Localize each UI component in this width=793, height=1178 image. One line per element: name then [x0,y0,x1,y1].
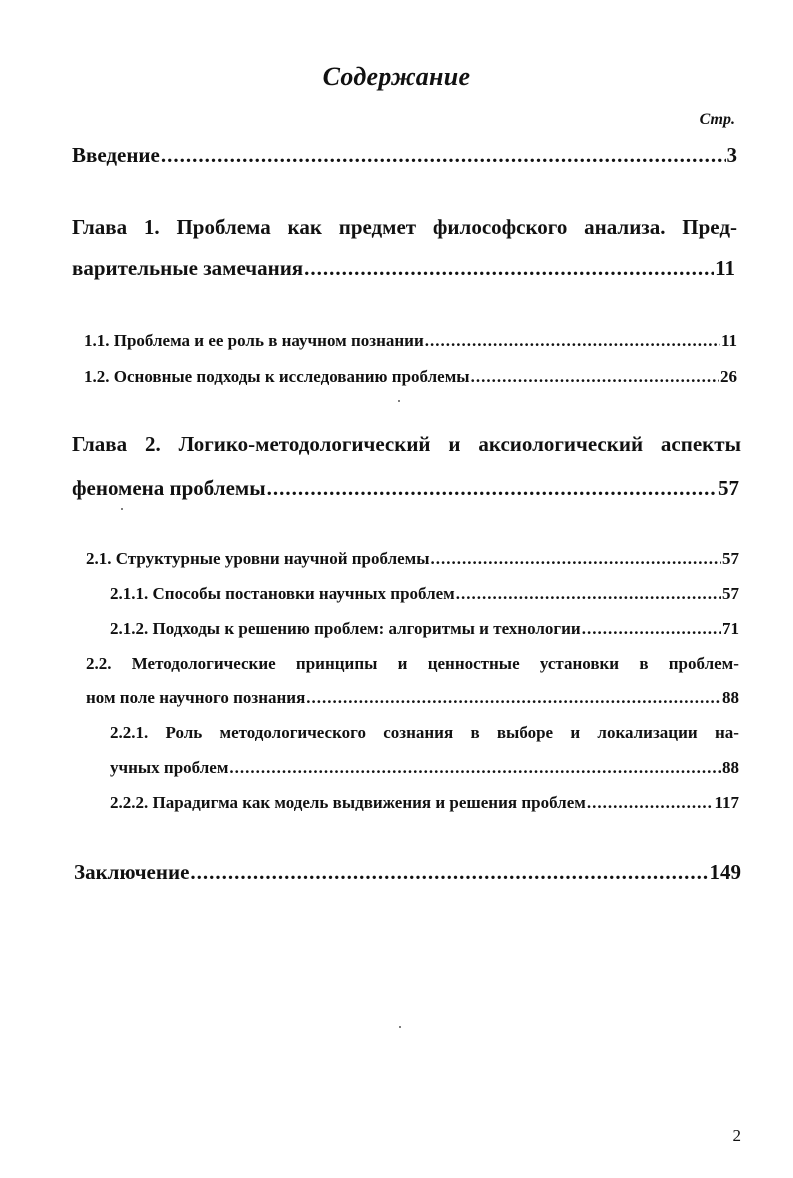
toc-entry-intro[interactable] [72,143,737,168]
toc-entry-text: феномена проблемы [72,476,266,500]
toc-section-1-2[interactable] [84,367,737,387]
dot-leader [306,688,721,708]
word: Проблема [176,215,271,239]
toc-chapter1-line1[interactable] [72,215,737,240]
toc-entry-page: 71 [722,619,739,638]
toc-entry-page: 3 [726,143,737,167]
toc-entry-text: 2.1.2. Подходы к решению проблем: алгоритмы и технологии [110,619,581,638]
word: 2.2.1. [110,723,149,742]
word: принципы [295,654,378,673]
toc-entry-page: 88 [722,758,739,777]
scan-speck [399,1026,401,1028]
dot-leader [425,331,720,351]
word: и [448,432,461,456]
dot-leader [456,584,721,604]
page-number: 2 [732,1126,741,1145]
word: Роль [165,723,203,742]
word: Глава [72,432,128,456]
word: Пред- [682,215,737,239]
toc-entry-text: ном поле научного познания [86,688,306,707]
dot-leader [190,860,708,885]
word: и [397,654,408,673]
toc-section-2-2-1-line2[interactable] [110,758,739,778]
toc-entry-page: 149 [709,860,741,884]
toc-entry-text: учных проблем [110,758,229,777]
word: ценностные [427,654,520,673]
toc-section-2-2-line2[interactable] [86,688,739,708]
word: 1. [143,215,160,239]
toc-section-2-2-1-line1[interactable] [110,723,739,743]
scan-speck [398,400,400,402]
word: 2. [144,432,161,456]
toc-entry-text: 2.1. Структурные уровни научной проблемы [86,549,430,568]
word: Глава [72,215,128,239]
word: локализации [597,723,698,742]
word: методологического [219,723,366,742]
toc-entry-page: 26 [720,367,737,386]
word: и [570,723,581,742]
toc-entry-text: 1.1. Проблема и ее роль в научном познании [84,331,424,350]
toc-section-2-2-2[interactable] [110,793,739,813]
word: установки [539,654,620,673]
word: предмет [338,215,417,239]
word: Методологические [131,654,276,673]
toc-entry-page: 11 [715,256,735,280]
toc-section-2-1-1[interactable] [110,584,739,604]
dot-leader [431,549,721,569]
toc-entry-page: 57 [722,549,739,568]
toc-entry-page: 88 [722,688,739,707]
toc-entry-page: 11 [720,331,737,350]
dot-leader [229,758,721,778]
word: аспекты [660,432,741,456]
scan-speck [121,508,123,510]
toc-entry-text: 2.2.2. Парадигма как модель выдвижения и решения проблем [110,793,586,812]
toc-section-2-1[interactable] [86,549,739,569]
toc-entry-text: варительные замечания [72,256,304,280]
word: на- [714,723,739,742]
word: аксиологический [478,432,644,456]
word: в [639,654,649,673]
toc-entry-page: 57 [722,584,739,603]
dot-leader [161,143,726,168]
toc-section-2-2-line1[interactable] [86,654,739,674]
word: выборе [496,723,554,742]
word: проблем- [668,654,739,673]
toc-entry-page: 117 [714,793,739,812]
toc-entry-conclusion[interactable] [74,860,741,885]
word: сознания [383,723,454,742]
toc-entry-text: Заключение [74,860,190,884]
dot-leader [582,619,721,639]
word: как [287,215,322,239]
page-column-label: Стр. [699,111,735,128]
dot-leader [471,367,719,387]
word: Логико-методологический [178,432,431,456]
toc-chapter2-line2[interactable] [72,476,739,501]
toc-chapter2-line1[interactable] [72,432,741,457]
toc-section-1-1[interactable] [84,331,737,351]
toc-entry-text: 1.2. Основные подходы к исследованию проблемы [84,367,470,386]
toc-chapter1-line2[interactable] [72,256,735,281]
word: анализа. [584,215,666,239]
dot-leader [587,793,714,813]
dot-leader [267,476,717,501]
page-title: Содержание [322,62,471,91]
toc-entry-text: 2.1.1. Способы постановки научных проблем [110,584,455,603]
toc-entry-text: Введение [72,143,160,167]
toc-section-2-1-2[interactable] [110,619,739,639]
word: философского [432,215,568,239]
dot-leader [304,256,714,281]
word: 2.2. [86,654,112,673]
word: в [470,723,480,742]
toc-entry-page: 57 [718,476,739,500]
